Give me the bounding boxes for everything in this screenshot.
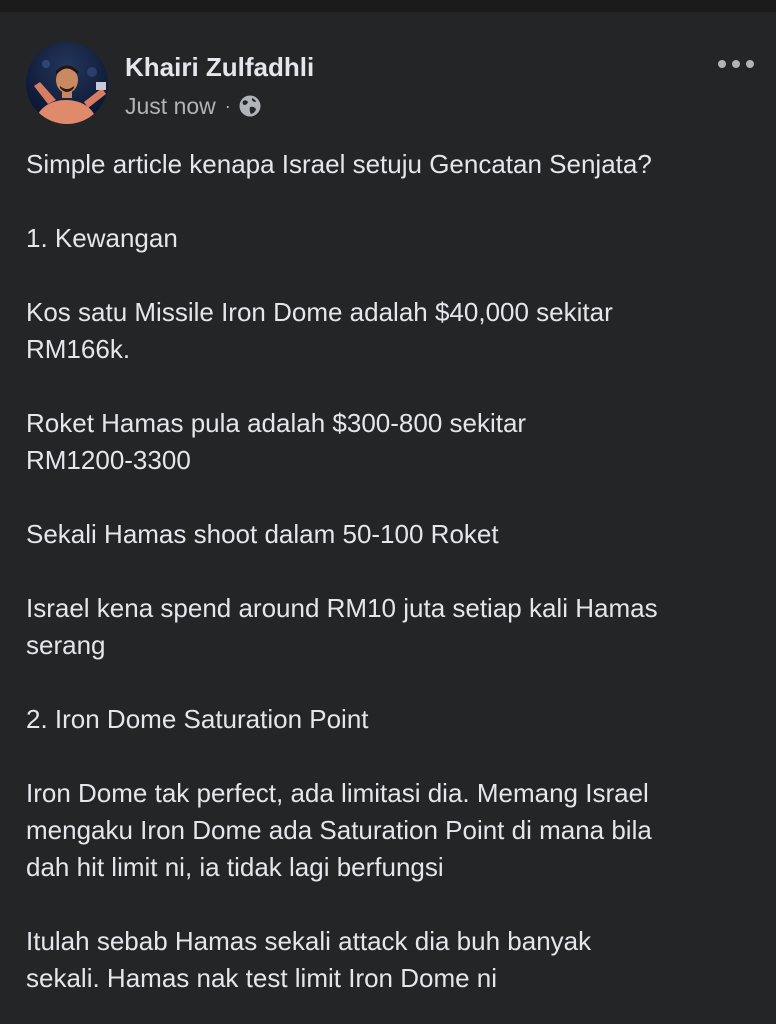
post-paragraph: 1. Kewangan (26, 223, 178, 253)
post-paragraph: 2. Iron Dome Saturation Point (26, 704, 369, 734)
top-edge-strip (0, 0, 776, 12)
post-paragraph: Kos satu Missile Iron Dome adalah $40,000 sekitar RM166k. (26, 297, 613, 364)
dot (732, 60, 740, 68)
timestamp[interactable]: Just now (125, 92, 216, 119)
post-card (0, 12, 776, 1024)
post-paragraph: Israel kena spend around RM10 juta setiap kali Hamas serang (26, 593, 658, 660)
post-paragraph: Itulah sebab Hamas sekali attack dia buh banyak sekali. Hamas nak test limit Iron Dome ni (26, 926, 592, 993)
avatar-photo (26, 42, 108, 124)
post-meta (125, 92, 262, 120)
post-paragraph: Iron Dome tak perfect, ada limitasi dia. Memang Israel mengaku Iron Dome ada Saturation Point di mana bila dah hit limit ni, ia tidak lagi berfungsi (26, 778, 652, 882)
post-paragraph: Simple article kenapa Israel setuju Gencatan Senjata? (26, 149, 652, 179)
dot (718, 60, 726, 68)
dot (746, 60, 754, 68)
globe-icon[interactable] (238, 94, 262, 118)
author-name[interactable]: Khairi Zulfadhli (125, 52, 315, 82)
post-paragraph: Roket Hamas pula adalah $300-800 sekitar RM1200-3300 (26, 408, 527, 475)
more-options-icon[interactable] (718, 54, 754, 74)
post-body (26, 146, 756, 1024)
meta-separator: · (224, 95, 231, 116)
post-paragraph: Sekali Hamas shoot dalam 50-100 Roket (26, 519, 499, 549)
avatar[interactable] (26, 42, 108, 124)
